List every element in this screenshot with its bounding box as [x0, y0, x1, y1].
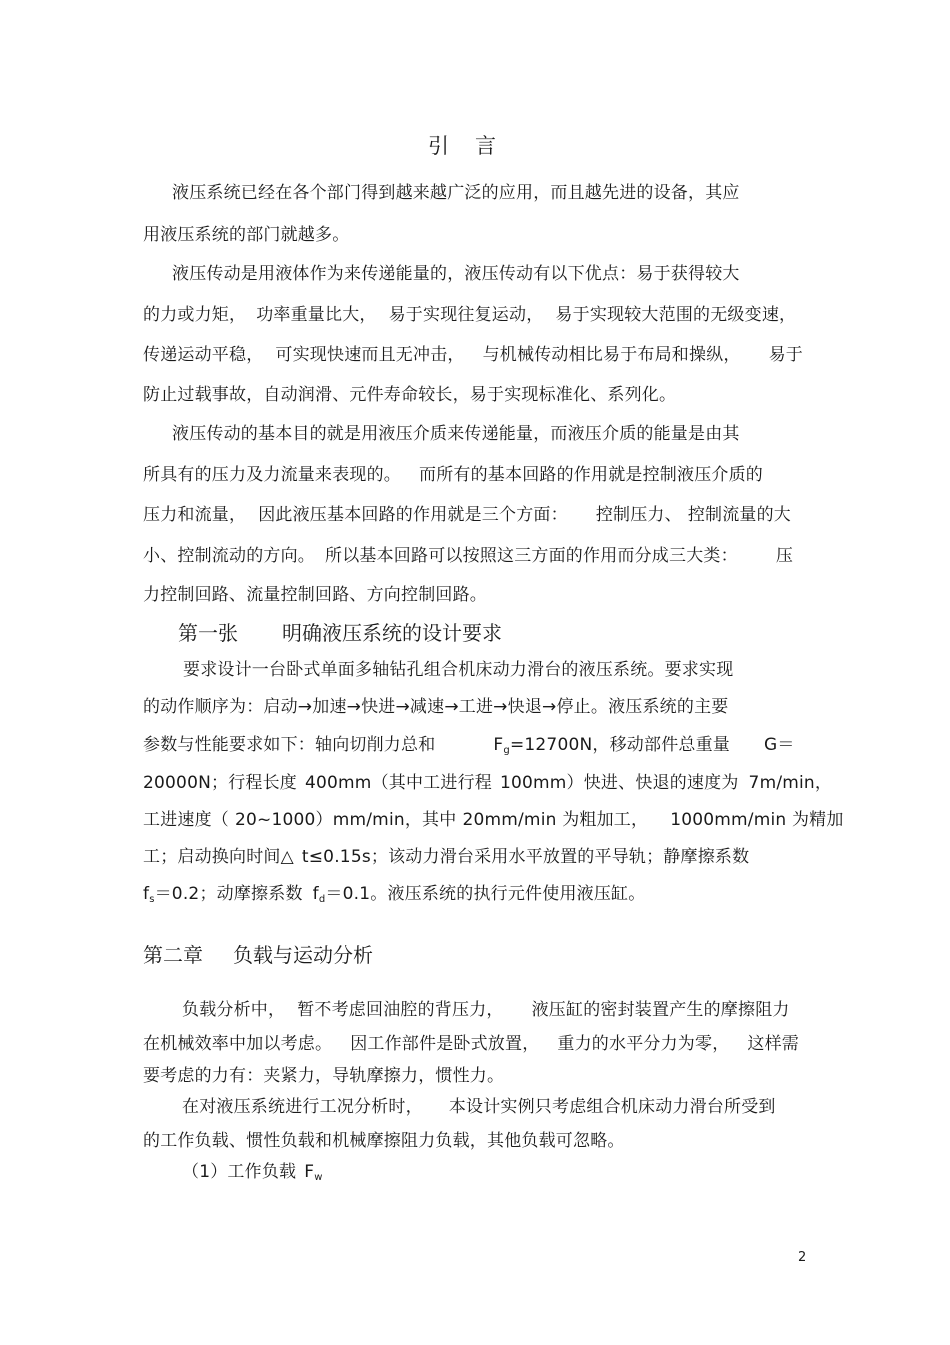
paragraph-line: 所具有的压力及力流量来表现的。 而所有的基本回路的作用就是控制液压介质的	[143, 465, 763, 485]
chapter-1-number: 第一张	[178, 621, 238, 645]
intro-title: 引言	[428, 134, 522, 158]
paragraph-line: 20000N；行程长度 400mm（其中工进行程 100mm）快进、快退的速度为 7m/min，	[143, 773, 833, 793]
paragraph-line: 工进速度（ 20~1000）mm/min，其中 20mm/min 为粗加工， 1000mm/min 为精加	[143, 810, 844, 830]
paragraph-line: 液压传动的基本目的就是用液压介质来传递能量，而液压介质的能量是由其	[172, 424, 740, 444]
paragraph-line: 负载分析中， 暂不考虑回油腔的背压力， 液压缸的密封装置产生的摩擦阻力	[182, 1000, 790, 1020]
paragraph-line: 传递运动平稳， 可实现快速而且无冲击， 与机械传动相比易于布局和操纵， 易于	[143, 345, 804, 365]
paragraph-line: （1）工作负载 $F_w$	[182, 1162, 323, 1183]
paragraph-line: 小、控制流动的方向。 所以基本回路可以按照这三方面的作用而分成三大类： 压	[143, 546, 794, 566]
chapter-1-heading	[178, 621, 502, 645]
chapter-1-title: 明确液压系统的设计要求	[282, 621, 502, 645]
paragraph-line: 工；启动换向时间△ t≤0.15s；该动力滑台采用水平放置的平导轨；静摩擦系数	[143, 847, 750, 867]
page-number: 2	[798, 1250, 807, 1265]
paragraph-line: 在对液压系统进行工况分析时， 本设计实例只考虑组合机床动力滑台所受到	[182, 1097, 776, 1117]
paragraph-line: 要求设计一台卧式单面多轴钻孔组合机床动力滑台的液压系统。要求实现	[183, 660, 734, 680]
chapter-2-number: 第二章	[143, 943, 203, 967]
paragraph-line: 力控制回路、流量控制回路、方向控制回路。	[143, 585, 487, 605]
paragraph-line: $f_s=0.2$；动摩擦系数 $f_d=0.1$。液压系统的执行元件使用液压缸。	[143, 884, 646, 905]
chapter-2-title: 负载与运动分析	[233, 943, 373, 967]
paragraph-line: 的力或力矩， 功率重量比大， 易于实现往复运动， 易于实现较大范围的无级变速，	[143, 305, 797, 325]
paragraph-line: 的工作负载、惯性负载和机械摩擦阻力负载，其他负载可忽略。	[143, 1131, 625, 1151]
chapter-2-heading	[143, 943, 373, 967]
paragraph-line: 用液压系统的部门就越多。	[143, 225, 350, 245]
paragraph-line: 液压系统已经在各个部门得到越来越广泛的应用，而且越先进的设备，其应	[172, 183, 740, 203]
paragraph-line: 在机械效率中加以考虑。 因工作部件是卧式放置， 重力的水平分力为零， 这样需	[143, 1034, 800, 1054]
paragraph-line: 要考虑的力有：夹紧力，导轨摩擦力，惯性力。	[143, 1066, 505, 1086]
paragraph-line: 的动作顺序为：启动→加速→快进→减速→工进→快退→停止。液压系统的主要	[143, 697, 729, 717]
paragraph-line: 防止过载事故，自动润滑、元件寿命较长，易于实现标准化、系列化。	[143, 385, 677, 405]
paragraph-line: 参数与性能要求如下：轴向切削力总和 $F_g=12700N$，移动部件总重量 G＝	[143, 735, 795, 756]
paragraph-line: 压力和流量， 因此液压基本回路的作用就是三个方面： 控制压力、 控制流量的大	[143, 505, 792, 525]
paragraph-line: 液压传动是用液体作为来传递能量的，液压传动有以下优点：易于获得较大	[172, 264, 740, 284]
